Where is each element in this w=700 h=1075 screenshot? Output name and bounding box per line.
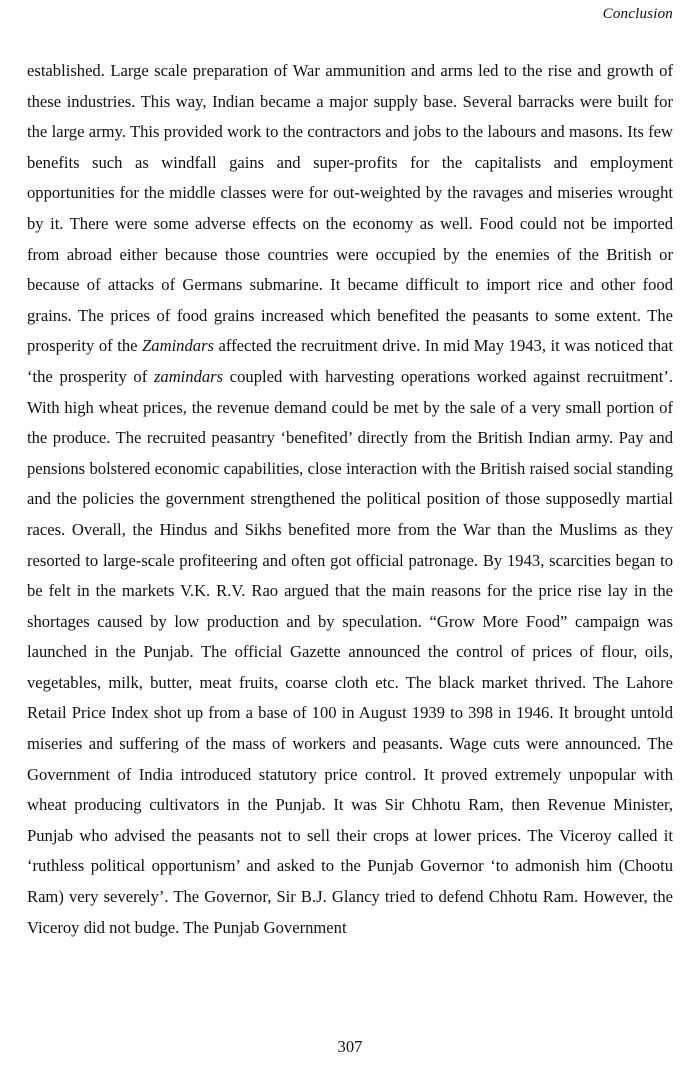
body-paragraph: established. Large scale preparation of War ammunition and arms led to the rise and growth of these industries. This way, Indian became a major supply base. Several barracks were built for the large army. This provided work to the contractors and jobs to the labours and masons. Its few benefits such as windfall gains and super-profits for the capitalists and employment opportunities for the middle classes were for out-weighted by the ravages and miseries wrought by it. There were some adverse effects on the economy as well. Food could not be imported from abroad either because those countries were occupied by the enemies of the British or because of attacks of Germans submarine. It became difficult to import rice and other food grains. The prices of food grains increased which benefited the peasants to some extent. The prosperity of the Zamindars affected the recruitment drive. In mid May 1943, it was noticed that ‘the prosperity of zamindars coupled with harvesting operations worked against recruitment’. With high wheat prices, the revenue demand could be met by the sale of a very small portion of the produce. The recruited peasantry ‘benefited’ directly from the British Indian army. Pay and pensions bolstered economic capabilities, close interaction with the British raised social standing and the policies the government strengthened the political position of those supposedly martial races. Overall, the Hindus and Sikhs benefited more from the War than the Muslims as they resorted to large-scale profiteering and often got official patronage. By 1943, scarcities began to be felt in the markets V.K. R.V. Rao argued that the main reasons for the price rise lay in the shortages caused by low production and by speculation. “Grow More Food” campaign was launched in the Punjab. The official Gazette announced the control of prices of flour, oils, vegetables, milk, butter, meat fruits, coarse cloth etc. The black market thrived. The Lahore Retail Price Index shot up from a base of 100 in August 1939 to 398 in 1946. It brought untold miseries and suffering of the mass of workers and peasants. Wage cuts were announced. The Government of India introduced statutory price control. It proved extremely unpopular with wheat producing cultivators in the Punjab. It was Sir Chhotu Ram, then Revenue Minister, Punjab who advised the peasants not to sell their crops at lower prices. The Viceroy called it ‘ruthless political opportunism’ and asked to the Punjab Governor ‘to admonish him (Chootu Ram) very severely’. The Governor, Sir B.J. Glancy tried to defend Chhotu Ram. However, the Viceroy did not budge. The Punjab Government — [27, 61, 674, 937]
page-number: 307 — [337, 1037, 363, 1056]
running-head: Conclusion — [602, 6, 673, 22]
body-text-block — [27, 56, 673, 943]
